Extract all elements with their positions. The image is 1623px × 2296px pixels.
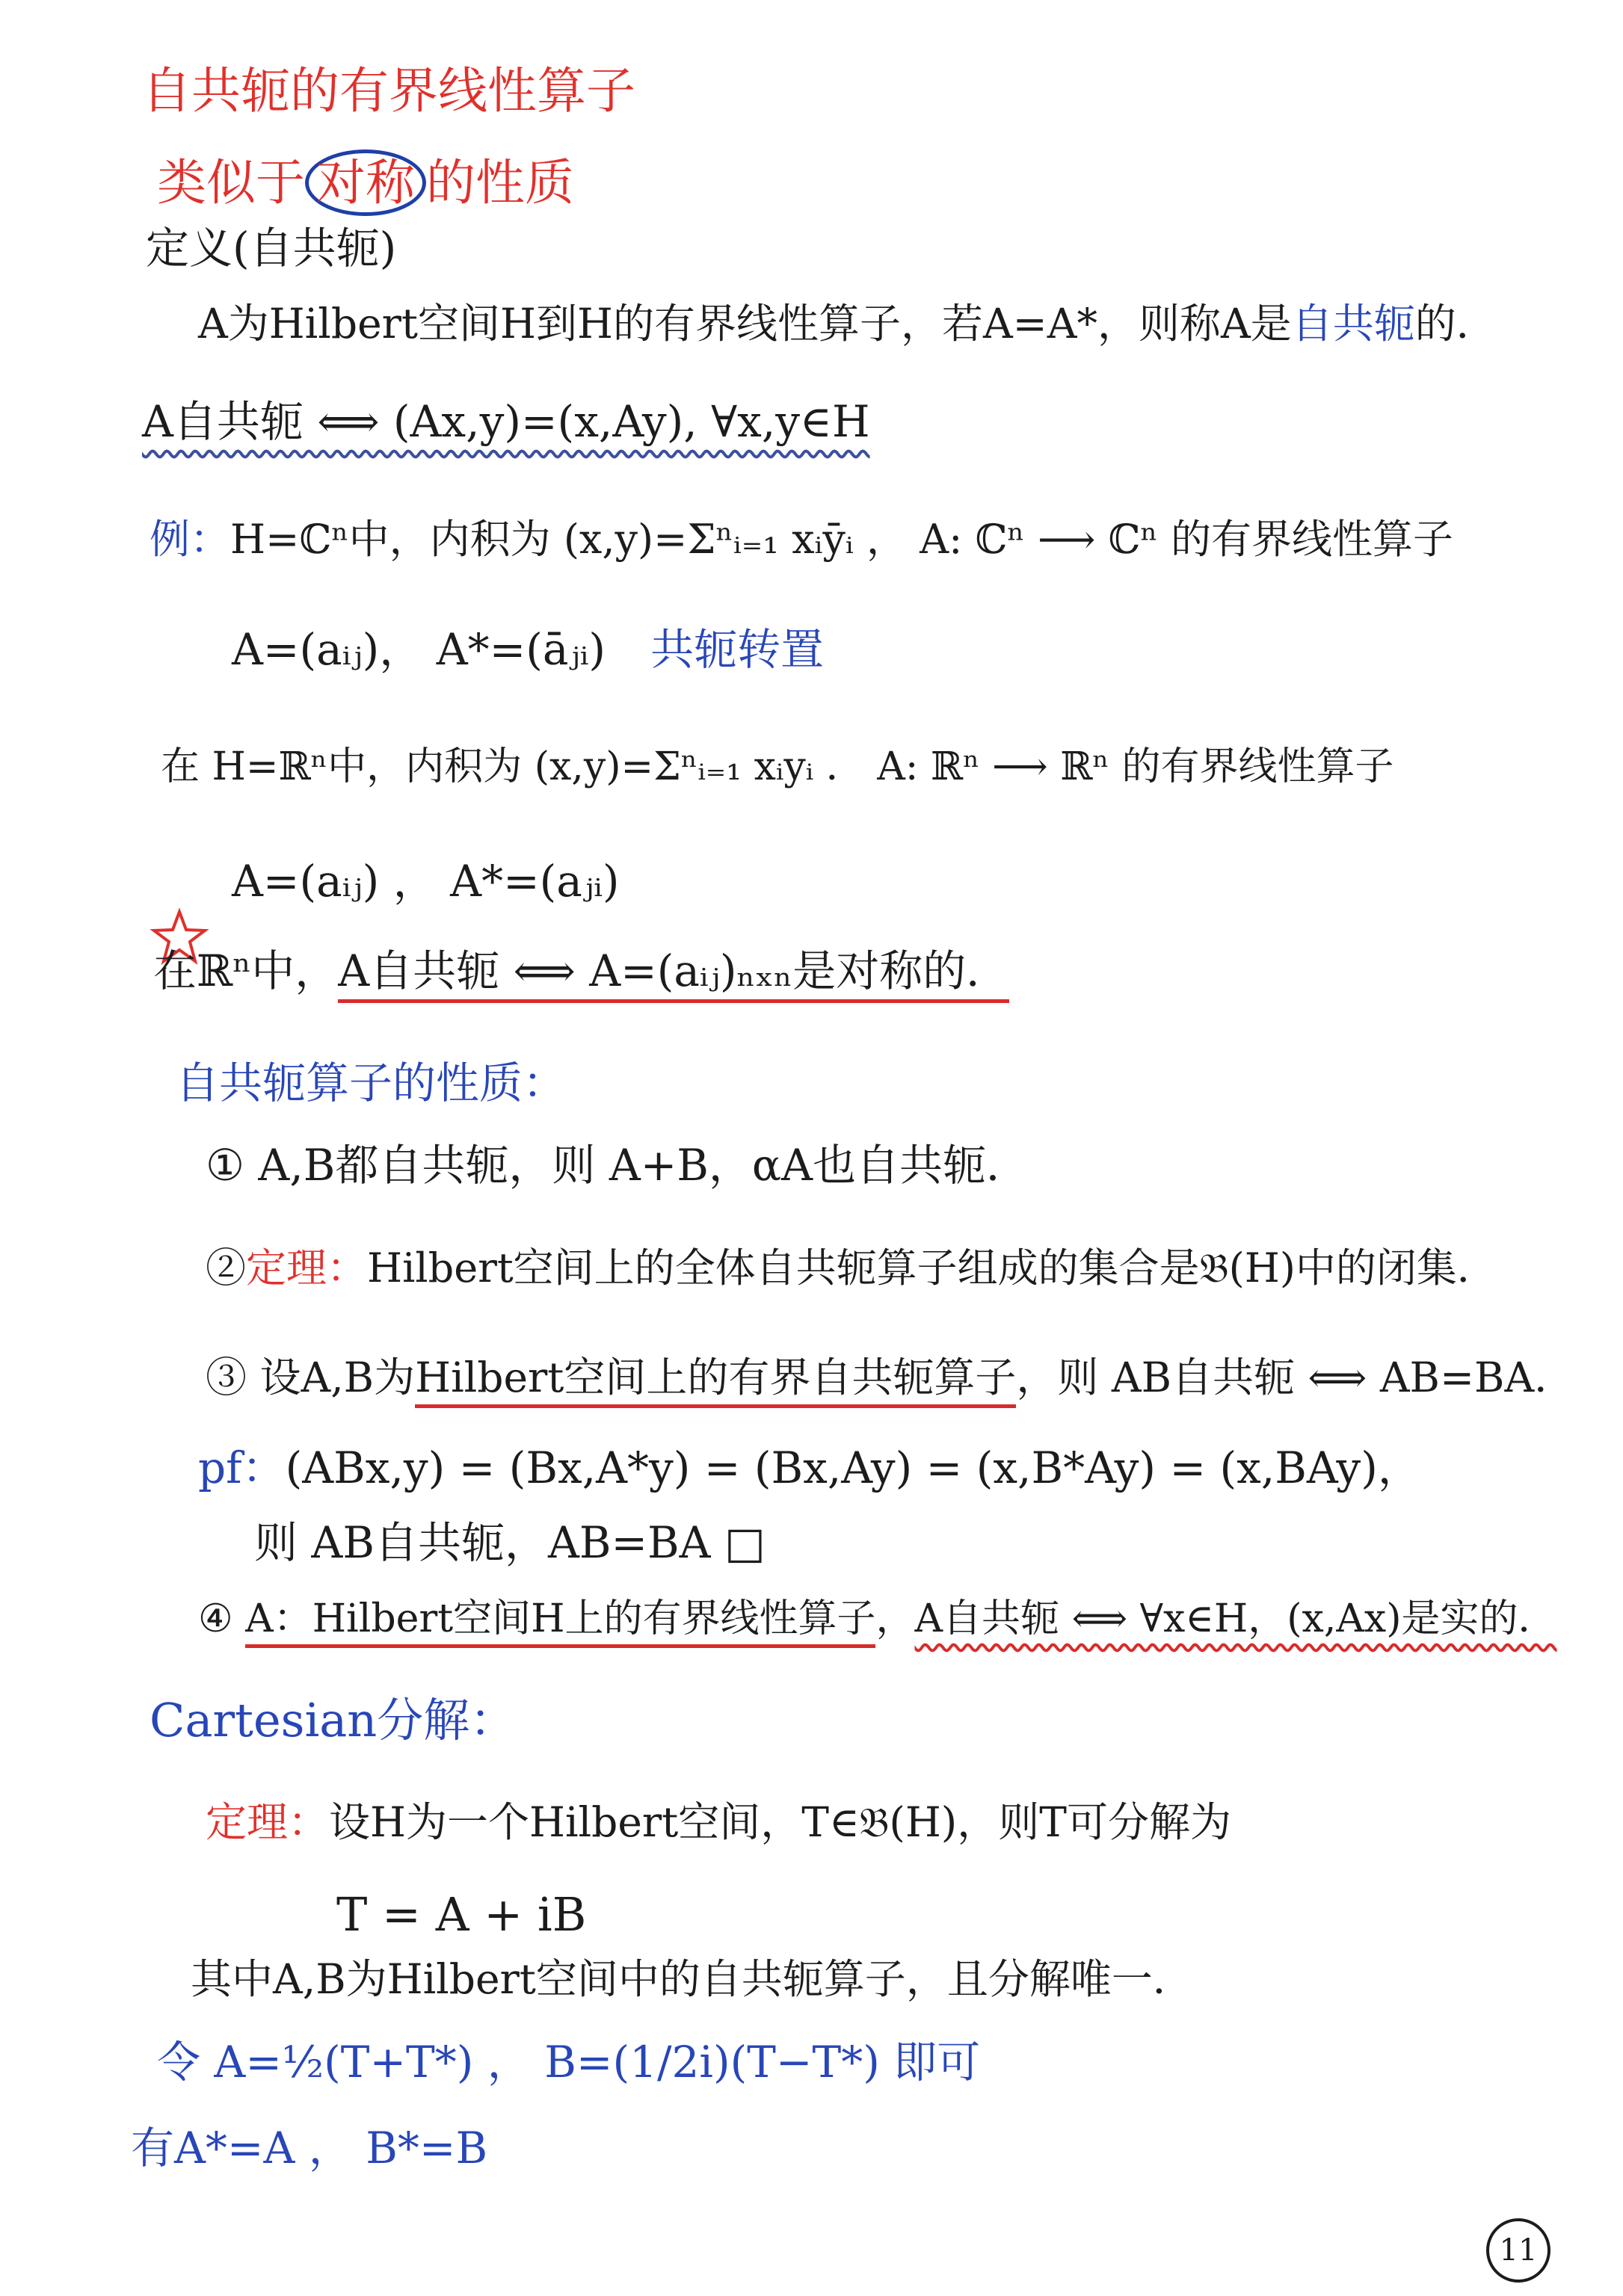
cartesian-where: 其中A,B为Hilbert空间中的自共轭算子，且分解唯一． [191, 1955, 1194, 2003]
definition-body: A为Hilbert空间H到H的有界线性算子，若A=A*，则称A是自共轭的． [198, 300, 1497, 348]
definition-highlight: 自共轭 [1291, 300, 1415, 348]
cartesian-theorem-label: 定理： [206, 1798, 330, 1846]
example-real-space: 在 H=ℝⁿ中，内积为 (x,y)=Σⁿᵢ₌₁ xᵢyᵢ ． A: ℝⁿ ⟶ ℝⁿ 的有界线性算子 [161, 744, 1394, 789]
page-subtitle: 类似于 对称 的性质 [157, 149, 574, 216]
cartesian-formula: T = A + iB [336, 1887, 587, 1942]
property-4: ④ A：Hilbert空间H上的有界线性算子，A自共轭 ⟺ ∀x∈H，(x,Ax)是实的． [198, 1596, 1557, 1642]
proof-label: pf： [198, 1442, 286, 1493]
example-complex-space: 例：H=ℂⁿ中，内积为 (x,y)=Σⁿᵢ₌₁ xᵢȳᵢ ， A: ℂⁿ ⟶ ℂⁿ 的有界线性算子 [150, 516, 1454, 563]
cartesian-result: 有A*=A ， B*=B [131, 2123, 488, 2173]
cartesian-let: 令 A=½(T+T*) ， B=(1/2i)(T−T*) 即可 [157, 2037, 981, 2087]
proof-conclusion: 则 AB自共轭，AB=BA □ [254, 1517, 766, 1568]
definition-heading: 定义(自共轭) [146, 223, 397, 274]
property-1: ① A,B都自共轭，则 A+B，αA也自共轭． [206, 1140, 1029, 1191]
cartesian-theorem: 定理：设H为一个Hilbert空间，T∈𝔅(H)，则T可分解为 [206, 1798, 1231, 1846]
theorem-label: 定理： [246, 1244, 367, 1292]
example-label: 例： [150, 516, 230, 563]
circled-word: 对称 [305, 149, 426, 216]
page-title: 自共轭的有界线性算子 [142, 62, 635, 120]
proof-equation: pf：(ABx,y) = (Bx,A*y) = (Bx,Ay) = (x,B*Ay) = (x,BAy)， [198, 1442, 1421, 1493]
example-real-conclusion: 在ℝⁿ中，A自共轭 ⟺ A=(aᵢⱼ)ₙₓₙ是对称的． [153, 945, 1009, 998]
page-number: 11 [1486, 2218, 1550, 2283]
cartesian-heading: Cartesian分解： [150, 1693, 517, 1747]
definition-equivalence: A自共轭 ⟺ (Ax,y)=(x,Ay), ∀x,y∈H [142, 396, 870, 447]
example-real-matrix: A=(aᵢⱼ) ， A*=(aⱼᵢ) [232, 856, 620, 907]
example-complex-matrix: A=(aᵢⱼ)， A*=(āⱼᵢ) 共轭转置 [232, 624, 825, 675]
property-3: ③ 设A,B为Hilbert空间上的有界自共轭算子，则 AB自共轭 ⟺ AB=BA． [206, 1353, 1575, 1402]
property-2: ②定理：Hilbert空间上的全体自共轭算子组成的集合是𝔅(H)中的闭集． [206, 1244, 1497, 1292]
properties-heading: 自共轭算子的性质： [176, 1058, 567, 1108]
conjugate-transpose-note: 共轭转置 [650, 624, 825, 675]
